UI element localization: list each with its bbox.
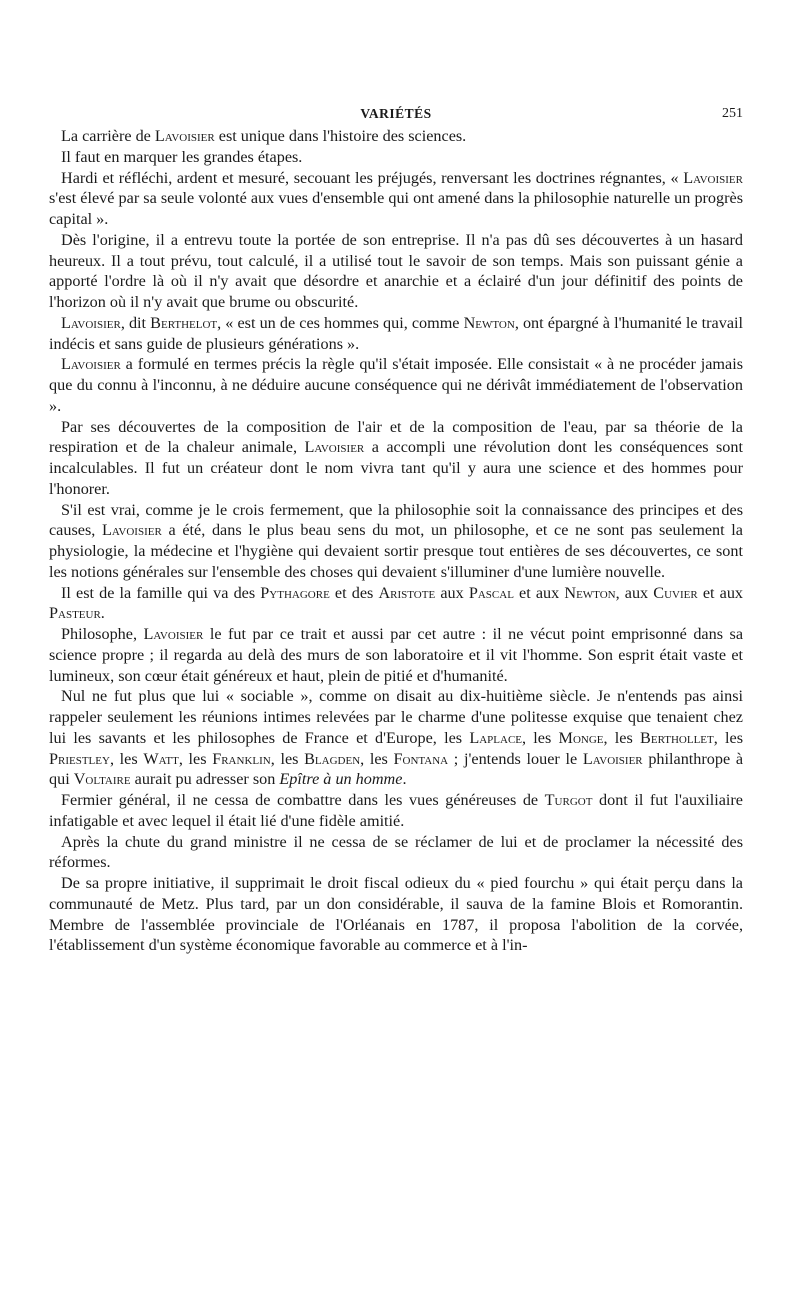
proper-name: Monge (558, 728, 604, 747)
paragraph (49, 500, 743, 583)
text-run: aux (435, 583, 469, 602)
paragraph (49, 417, 743, 500)
text-run: s'est élevé par sa seule volonté aux vues d'ensemble qui ont amené dans la philosophie naturelle un progrès capital ». (49, 189, 743, 228)
text-run: est unique dans l'histoire des sciences. (214, 127, 467, 145)
text-run: , aux (615, 583, 654, 602)
text-run: Après la chute du grand ministre il ne cessa de se réclamer de lui et de proclamer la nécessité des réformes. (49, 832, 743, 872)
proper-name: Voltaire (73, 770, 131, 789)
text-run: Hardi et réfléchi, ardent et mesuré, secouant les préjugés, renversant les doctrines régnantes, « (61, 168, 684, 187)
paragraph (49, 230, 743, 313)
document-page (49, 98, 743, 956)
proper-name: Lavoisier (582, 749, 643, 768)
proper-name: Lavoisier (61, 313, 121, 332)
proper-name: Fontana (393, 749, 449, 768)
proper-name: Pasteur (49, 604, 101, 623)
text-run: , ont épargné à l'humanité le travail indécis et sans guide de plusieurs générations ». (49, 313, 743, 353)
proper-name: Pythagore (260, 583, 330, 602)
text-run: , dit (120, 313, 151, 332)
paragraph (49, 583, 743, 625)
text-run: La carrière de (61, 127, 155, 145)
proper-name: Cuvier (653, 583, 698, 602)
proper-name: Lavoisier (143, 625, 204, 643)
proper-name: Aristote (378, 583, 436, 602)
paragraph (49, 790, 743, 832)
paragraph (49, 686, 743, 790)
paragraph (49, 126, 743, 147)
paragraph (49, 354, 743, 416)
paragraph (49, 624, 743, 686)
text-run: , les (360, 749, 394, 768)
text-run: Philosophe, (61, 625, 144, 643)
proper-name: Newton (564, 583, 616, 602)
page-number: 251 (722, 106, 743, 121)
text-run: . (100, 604, 105, 623)
proper-name: Franklin (212, 749, 271, 768)
text-run: et des (329, 583, 379, 602)
proper-name: Newton (463, 313, 515, 332)
paragraph (49, 832, 743, 874)
proper-name: Turgot (544, 791, 593, 809)
text-run: . (402, 770, 407, 789)
proper-name: Priestley (49, 749, 110, 768)
text-run: , les (522, 728, 559, 747)
proper-name: Lavoisier (101, 521, 162, 540)
text-run: ; j'entends louer le (448, 749, 583, 768)
text-run: et aux (513, 583, 565, 602)
text-run: , les (109, 749, 144, 768)
proper-name: Laplace (469, 728, 522, 747)
text-run: Fermier général, il ne cessa de combattre dans les vues généreuses de (61, 791, 545, 809)
paragraph (49, 873, 743, 956)
paragraph (49, 168, 743, 230)
running-title: VARIÉTÉS (360, 106, 432, 121)
text-run: Par ses découvertes de la composition de l'air et de la composition de l'eau, par sa théorie de la respiration et de la chaleur animale, (49, 417, 743, 457)
proper-name: Lavoisier (304, 438, 365, 457)
proper-name: Lavoisier (683, 168, 743, 187)
proper-name: Pascal (468, 583, 514, 602)
text-run: , « est un de ces hommes qui, comme (217, 313, 464, 332)
proper-name: Lavoisier (61, 355, 121, 374)
text-run: , les (603, 728, 641, 747)
text-run: , les (270, 749, 305, 768)
text-run: De sa propre initiative, il supprimait le droit fiscal odieux du « pied fourchu » qui était perçu dans la communauté de Metz. Plus tard, par un don considérable, il sauva de la famine Blois et Romorantin. Membre de l'assemblée provinciale de l'Orléanais en 1787, il proposa l'abolition de la corvée, l'établissement d'un système économique favorable au commerce et à l'in- (49, 874, 743, 955)
text-run: , les (713, 728, 744, 747)
italic-title: Epître à un homme (279, 770, 403, 789)
text-run: , les (178, 749, 213, 768)
page-header (49, 98, 743, 126)
text-run: a accompli une révolution dont les conséquences sont incalculables. Il fut un créateur dont le nom vivra tant qu'il y aura une science et des hommes pour l'honorer. (49, 438, 743, 498)
body-text (49, 126, 743, 956)
text-run: et aux (697, 583, 744, 602)
text-run: Dès l'origine, il a entrevu toute la portée de son entreprise. Il n'a pas dû ses découvertes à un hasard heureux. Il a tout prévu, tout calculé, il a utilisé tout le savoir de son temps. Mais son puissant génie a apporté l'ordre là où il n'y avait que désordre et anarchie et a éclairé d'un jour définitif des points de l'horizon où il n'y avait que brume ou obscurité. (49, 230, 743, 311)
text-run: le fut par ce trait et aussi par cet autre : il ne vécut point emprisonné dans sa science propre ; il regarda au delà des murs de son laboratoire et il vit l'homme. Son esprit était vaste et lumineux, son cœur était généreux et haut, plein de pitié et d'humanité. (49, 625, 744, 685)
paragraph (49, 313, 743, 355)
proper-name: Berthelot (150, 313, 218, 332)
text-run: a formulé en termes précis la règle qu'il s'était imposée. Elle consistait « à ne procéder jamais que du connu à l'inconnu, à ne déduire aucune conséquence qui ne dérivât immédiatement de l'observation ». (49, 355, 743, 415)
text-run: Il faut en marquer les grandes étapes. (61, 147, 303, 166)
paragraph (49, 147, 743, 168)
proper-name: Watt (143, 749, 179, 768)
text-run: dont il fut l'auxiliaire infatigable et avec lequel il était lié d'une fidèle amitié. (49, 791, 743, 830)
proper-name: Blagden (304, 749, 361, 768)
proper-name: Berthollet (640, 728, 714, 747)
text-run: aurait pu adresser son (130, 770, 280, 789)
text-run: philanthrope à qui (49, 749, 744, 789)
text-run: S'il est vrai, comme je le crois fermement, que la philosophie soit la connaissance des principes et des causes, (49, 500, 743, 540)
text-run: Nul ne fut plus que lui « sociable », comme on disait au dix-huitième siècle. Je n'entends pas ainsi rappeler seulement les réunions intimes relevées par le charme d'une politesse exquise que tenaient chez lui les savants et les philosophes de France et d'Europe, les (49, 687, 743, 747)
proper-name: Lavoisier (154, 127, 215, 145)
text-run: a été, dans le plus beau sens du mot, un philosophe, et ce ne sont pas seulement la physiologie, la médecine et l'hygiène qui devaient sortir presque tout entières de ses découvertes, ce sont les notions générales sur l'ensemble des choses qui devaient s'illuminer d'une lumière nouvelle. (49, 521, 743, 581)
text-run: Il est de la famille qui va des (61, 583, 261, 602)
